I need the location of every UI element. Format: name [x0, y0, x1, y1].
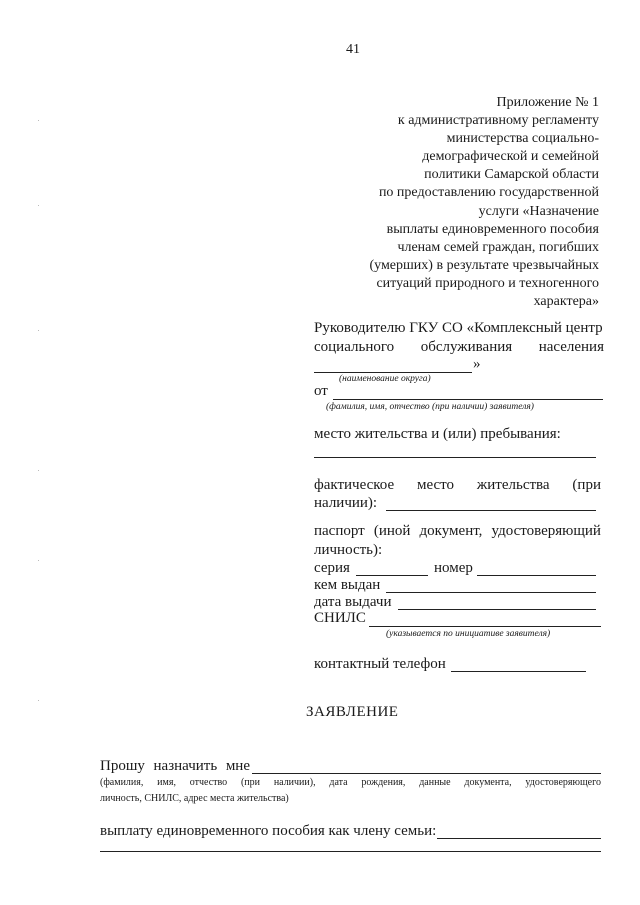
issued-by-label: кем выдан [314, 577, 381, 593]
scan-mark [38, 330, 39, 331]
actual-residence-word: место [417, 477, 455, 493]
appendix-line: услуги «Назначение [478, 203, 599, 219]
appendix-header [339, 94, 599, 311]
page-number: 41 [346, 42, 360, 57]
appendix-line: Приложение № 1 [496, 95, 599, 110]
issued-by-field-line[interactable] [386, 592, 596, 593]
series-label: серия [314, 560, 350, 576]
scan-mark [38, 120, 39, 121]
request-hint-word: дата [329, 777, 348, 788]
scan-mark [38, 205, 39, 206]
applicant-name-hint: (фамилия, имя, отчество (при наличии) заявителя) [326, 402, 534, 412]
addressee-word: населения [538, 339, 604, 355]
request-hint-word: имя, [157, 777, 176, 788]
appendix-line: характера» [533, 294, 599, 310]
snils-field-line[interactable] [369, 626, 601, 627]
passport-label-2: личность): [314, 542, 383, 558]
request-hint-word: отчество [189, 777, 228, 788]
request-hint-line-2: личность, СНИЛС, адрес места жительства) [100, 793, 289, 804]
series-field-line[interactable] [356, 575, 428, 576]
request-hint-word: данные [419, 777, 451, 788]
actual-residence-label [314, 477, 601, 494]
applicant-name-field-line[interactable] [333, 399, 603, 400]
number-label: номер [434, 560, 473, 576]
issue-date-label: дата выдачи [314, 594, 392, 610]
appendix-line: (умерших) в результате чрезвычайных [369, 257, 599, 273]
district-hint: (наименование округа) [339, 374, 431, 384]
scan-mark [38, 700, 39, 701]
snils-hint: (указывается по инициативе заявителя) [386, 629, 551, 639]
appendix-line: членам семей граждан, погибших [397, 239, 599, 255]
scan-mark [38, 470, 39, 471]
issue-date-field-line[interactable] [398, 609, 596, 610]
request-field-line[interactable] [252, 773, 601, 774]
addressee-line-2 [314, 339, 604, 356]
contact-phone-label: контактный телефон [314, 656, 446, 672]
actual-residence-word: фактическое [314, 477, 395, 493]
district-closing-quote: » [473, 356, 481, 372]
appendix-line: к административному регламенту [397, 113, 599, 129]
request-hint-word: удостоверяющего [525, 777, 601, 788]
appendix-line: ситуаций природного и техногенного [376, 275, 599, 291]
appendix-line: министерства социально- [446, 131, 599, 147]
passport-word: (иной [373, 523, 411, 539]
payment-field-line[interactable] [437, 838, 601, 839]
actual-residence-label-2: наличии): [314, 495, 378, 511]
actual-residence-field-line[interactable] [386, 510, 596, 511]
request-label [100, 758, 250, 775]
passport-word: паспорт [314, 523, 365, 539]
request-hint-word: рождения, [361, 777, 406, 788]
appendix-line: выплаты единовременного пособия [386, 221, 599, 237]
passport-label [314, 523, 601, 540]
contact-phone-field-line[interactable] [451, 671, 586, 672]
request-hint-line-1 [100, 777, 601, 788]
appendix-line: демографической и семейной [422, 149, 599, 165]
request-word: назначить [153, 758, 218, 774]
addressee-line-1: Руководителю ГКУ СО «Комплексный центр [314, 320, 603, 336]
request-hint-word: (фамилия, [100, 777, 144, 788]
actual-residence-word: (при [572, 477, 601, 493]
passport-word: удостоверяющий [491, 523, 601, 539]
passport-word: документ, [419, 523, 483, 539]
appendix-line: политики Самарской области [424, 167, 599, 183]
appendix-line: по предоставлению государственной [378, 185, 599, 201]
request-word: Прошу [100, 758, 145, 774]
district-field-line[interactable] [314, 372, 472, 373]
payment-field-line-2[interactable] [100, 851, 601, 852]
addressee-word: социального [314, 339, 395, 355]
residence-field-line[interactable] [314, 457, 596, 458]
request-hint-word: (при [240, 777, 261, 788]
actual-residence-word: жительства [476, 477, 550, 493]
addressee-word: обслуживания [420, 339, 513, 355]
residence-label: место жительства и (или) пребывания: [314, 426, 561, 442]
request-word: мне [225, 758, 250, 774]
snils-label: СНИЛС [314, 610, 366, 626]
request-hint-word: наличии), [273, 777, 316, 788]
scan-mark [38, 560, 39, 561]
request-hint-word: документа, [464, 777, 512, 788]
payment-label: выплату единовременного пособия как члену семьи: [100, 823, 437, 839]
from-label: от [314, 383, 328, 399]
document-title: ЗАЯВЛЕНИЕ [306, 704, 399, 720]
number-field-line[interactable] [477, 575, 596, 576]
